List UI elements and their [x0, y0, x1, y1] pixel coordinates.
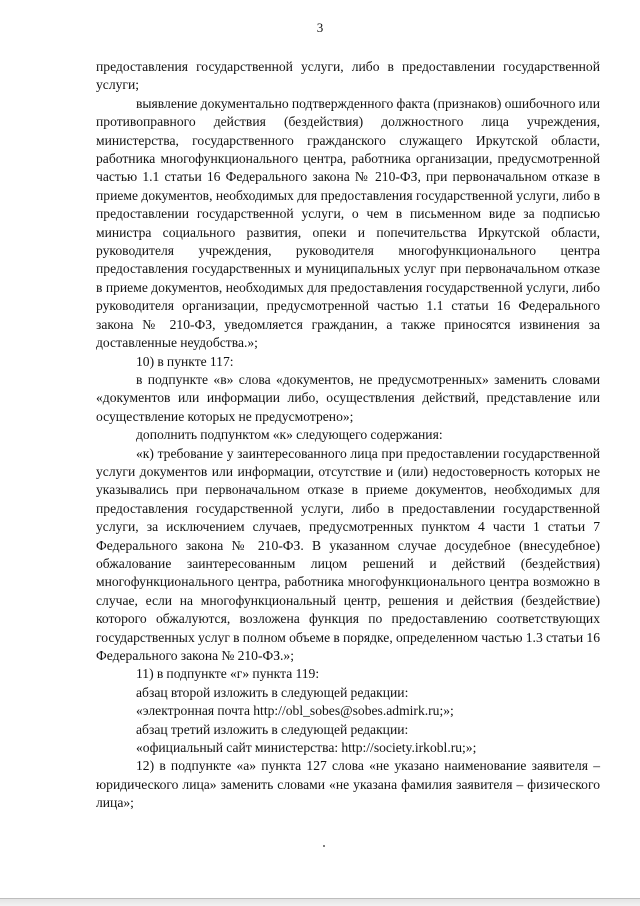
- paragraph: абзац третий изложить в следующей редакции:: [136, 721, 409, 737]
- paragraph: 12) в подпункте «а» пункта 127 слова «не указано наименование заявителя – юридического лица» заменить словами «не указана фамилия заявителя – физического лица»;: [96, 758, 600, 811]
- paragraph: «официальный сайт министерства: http://society.irkobl.ru;»;: [136, 740, 477, 756]
- paragraph: в подпункте «в» слова «документов, не предусмотренных» заменить словами «документов или информации либо, осуществления действий, представление или осуществление которых не предусмотрено»;: [96, 371, 600, 424]
- paragraph: выявление документально подтвержденного факта (признаков) ошибочного или противоправного действия (бездействия) должностного лица учреждения, министерства, государственного гражданского служащего Иркутской области, работника многофункционального центра, работника организации, предусмотренной частью 1.1 статьи 16 Федерального закона № 210-ФЗ, при первоначальном отказе в приеме документов, необходимых для предоставления государственной услуги, либо в предоставлении государственной услуги, о чем в письменном виде за подписью министра социального развития, опеки и попечительства Иркутской области, руководителя учреждения, руководителя многофункционального центра предоставления государственных и муниципальных услуг при первоначальном отказе в приеме документов, необходимых для предоставления государственной услуги, либо руководителя организации, предусмотренной частью 1.1 статьи 16 Федерального закона № 210-ФЗ, уведомляется гражданин, а также приносятся извинения за доставленные неудобства.»;: [96, 95, 600, 351]
- paragraph: дополнить подпунктом «к» следующего содержания:: [136, 427, 443, 443]
- paragraph: 11) в подпункте «г» пункта 119:: [136, 666, 320, 682]
- paragraph: 10) в пункте 117:: [136, 353, 234, 369]
- document-body: [96, 58, 600, 813]
- scan-speck: [323, 845, 325, 847]
- page-number: 3: [316, 20, 324, 35]
- paragraph: «к) требование у заинтересованного лица при предоставлении государственной услуги документов или информации, отсутствие и (или) недостоверность которых не указывались при первоначальном отказе в приеме документов, необходимых для предоставления государственной услуги, либо в предоставлении государственной услуги, за исключением случаев, предусмотренных пунктом 4 части 1 статьи 7 Федерального закона № 210-ФЗ. В указанном случае досудебное (внесудебное) обжалование заинтересованным лицом решений и действий (бездействия) многофункционального центра, работника многофункционального центра возможно в случае, если на многофункциональный центр, решения и действия (бездействие) которого обжалуются, возложена функция по предоставлению соответствующих государственных услуг в полном объеме в порядке, определенном частью 1.3 статьи 16 Федерального закона № 210-ФЗ.»;: [96, 445, 600, 663]
- paragraph: «электронная почта http://obl_sobes@sobes.admirk.ru;»;: [136, 703, 454, 719]
- paragraph: абзац второй изложить в следующей редакции:: [136, 684, 409, 700]
- paragraph: предоставления государственной услуги, либо в предоставлении государственной услуги;: [96, 59, 600, 93]
